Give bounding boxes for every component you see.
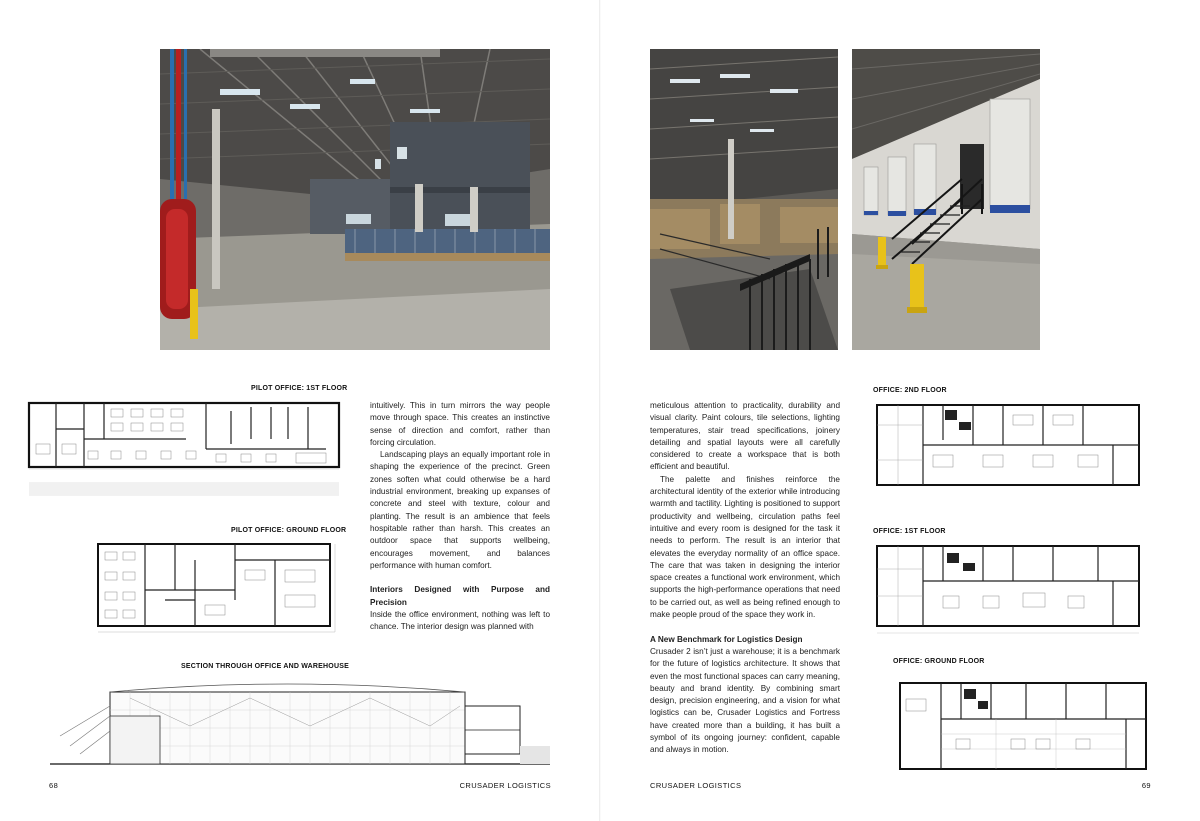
office-ground-floor-label: OFFICE: GROUND FLOOR xyxy=(893,658,985,665)
left-running-footer: CRUSADER LOGISTICS xyxy=(459,781,551,790)
pilot-office-ground-floor-label: PILOT OFFICE: GROUND FLOOR xyxy=(231,527,347,534)
left-text-column xyxy=(370,400,550,634)
pilot-office-ground-floor-plan xyxy=(95,540,342,638)
left-paragraph-3: Inside the office environment, nothing was left to chance. The interior design was planned with xyxy=(370,610,550,632)
office-second-floor-label: OFFICE: 2ND FLOOR xyxy=(873,387,947,394)
right-page xyxy=(600,0,1200,821)
pilot-office-first-floor-label: PILOT OFFICE: 1ST FLOOR xyxy=(251,385,348,392)
right-text-column xyxy=(650,400,840,757)
right-paragraph-3: Crusader 2 isn’t just a warehouse; it is a benchmark for the future of logistics architecture. It shows that even the most functional spaces can carry meaning, beauty and brand identity. By combining smart design, precision engineering, and a vision for what logistics can be, Crusader Logistics and Fortress have created more than a building, it has built a symbol of its ongoing journey: confident, capable and always in motion. xyxy=(650,646,840,755)
pilot-office-first-floor-plan xyxy=(26,399,342,501)
warehouse-interior-photo xyxy=(160,49,550,350)
left-section-heading: Interiors Designed with Purpose and Precision xyxy=(370,585,550,607)
right-page-number: 69 xyxy=(1141,781,1151,790)
office-second-floor-plan xyxy=(873,400,1149,490)
left-page-number: 68 xyxy=(49,781,59,790)
section-label: SECTION THROUGH OFFICE AND WAREHOUSE xyxy=(181,663,349,670)
left-paragraph-1: intuitively. This in turn mirrors the way people move through space. This creates an instinctive sense of direction and comfort, rather than forcing circulation. xyxy=(370,401,550,447)
right-running-footer: CRUSADER LOGISTICS xyxy=(650,781,742,790)
office-ground-floor-plan xyxy=(896,679,1149,773)
left-paragraph-2: Landscaping plays an equally important role in shaping the experience of the precinct. Green zones soften what could otherwise be a hard industrial environment, breaking up expanses of concrete and steel with texture, colour and planting. The result is an ambience that feels hospitable rather than harsh. This creates an outdoor space that supports wellbeing, encourages movement, and balances performance with human comfort. xyxy=(370,450,550,570)
mezzanine-walkway-photo xyxy=(650,49,838,350)
right-section-heading: A New Benchmark for Logistics Design xyxy=(650,634,803,644)
office-first-floor-plan xyxy=(873,541,1149,639)
section-drawing xyxy=(50,676,550,768)
office-first-floor-label: OFFICE: 1ST FLOOR xyxy=(873,528,946,535)
right-paragraph-1: meticulous attention to practicality, durability and visual clarity. Paint colours, tile selections, lighting temperatures, stair tread specifications, joinery detailing and spatial layouts were all carefully considered to create a workspace that is both efficient and beautiful. xyxy=(650,401,840,472)
loading-dock-stair-photo xyxy=(852,49,1040,350)
right-paragraph-2: The palette and finishes reinforce the architectural identity of the exterior while introducing warmth and tactility. Lighting is positioned to support productivity and wellbeing, circulation paths feel intuitive and every room is designed for the task it needs to perform. The result is an interior that elevates the everyday normality of an office space. The care that was taken in designing the interior space creates a functional work environment, which supports the high-performance operations that need to be carried out, as well as being refined enough to make people proud of the space they work in. xyxy=(650,474,840,620)
